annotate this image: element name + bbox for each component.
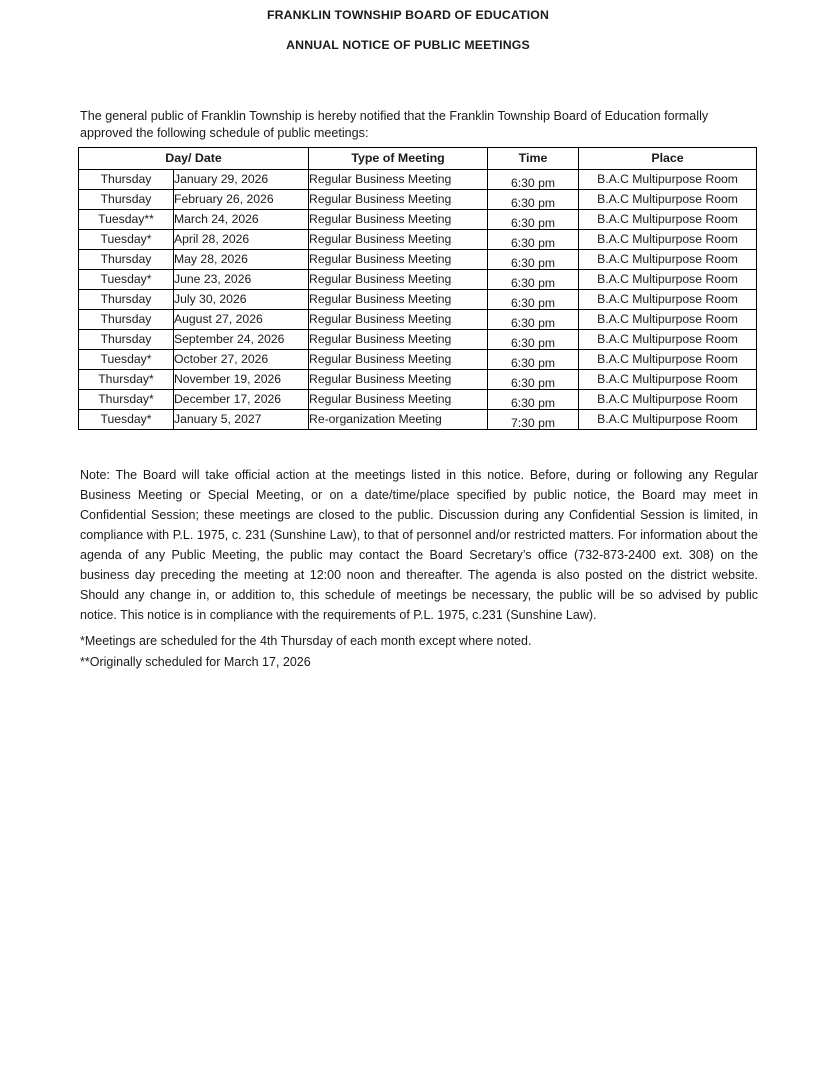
cell-date: February 26, 2026: [174, 190, 309, 210]
cell-day: Tuesday*: [79, 350, 174, 370]
cell-date: June 23, 2026: [174, 270, 309, 290]
cell-date: January 29, 2026: [174, 170, 309, 190]
cell-time: [488, 210, 579, 230]
cell-time-text: 6:30 pm: [510, 196, 556, 210]
cell-time: [488, 230, 579, 250]
column-header-time: Time: [488, 148, 579, 170]
cell-time: [488, 250, 579, 270]
cell-time-text: 6:30 pm: [510, 356, 556, 370]
footnote-double-asterisk: **Originally scheduled for March 17, 2026: [80, 654, 311, 669]
table-header-row: [79, 148, 757, 170]
cell-time: [488, 270, 579, 290]
cell-time-text: 6:30 pm: [510, 256, 556, 270]
meeting-schedule-table: [78, 147, 757, 430]
cell-time: [488, 170, 579, 190]
intro-paragraph: The general public of Franklin Township is hereby notified that the Franklin Township Board of Education formally approved the following schedule of public meetings:: [80, 108, 709, 141]
cell-time-text: 6:30 pm: [510, 176, 556, 190]
cell-place: B.A.C Multipurpose Room: [579, 190, 757, 210]
cell-time: [488, 410, 579, 430]
cell-time-text: 7:30 pm: [510, 416, 556, 430]
cell-time-text: 6:30 pm: [510, 296, 556, 310]
cell-date: April 28, 2026: [174, 230, 309, 250]
cell-time: [488, 290, 579, 310]
cell-day: Tuesday*: [79, 270, 174, 290]
cell-day: Thursday: [79, 310, 174, 330]
cell-type: Regular Business Meeting: [309, 370, 488, 390]
table-row: [79, 310, 757, 330]
cell-date: September 24, 2026: [174, 330, 309, 350]
cell-place: B.A.C Multipurpose Room: [579, 370, 757, 390]
cell-time: [488, 190, 579, 210]
cell-day: Tuesday**: [79, 210, 174, 230]
cell-place: B.A.C Multipurpose Room: [579, 170, 757, 190]
cell-date: August 27, 2026: [174, 310, 309, 330]
cell-time: [488, 390, 579, 410]
cell-type: Regular Business Meeting: [309, 390, 488, 410]
cell-place: B.A.C Multipurpose Room: [579, 310, 757, 330]
cell-type: Regular Business Meeting: [309, 230, 488, 250]
table-row: [79, 190, 757, 210]
cell-day: Thursday: [79, 170, 174, 190]
cell-time-text: 6:30 pm: [510, 396, 556, 410]
cell-time: [488, 310, 579, 330]
table-row: [79, 410, 757, 430]
cell-place: B.A.C Multipurpose Room: [579, 270, 757, 290]
cell-time: [488, 370, 579, 390]
cell-time-text: 6:30 pm: [510, 336, 556, 350]
cell-time-text: 6:30 pm: [510, 376, 556, 390]
cell-time-text: 6:30 pm: [510, 316, 556, 330]
cell-type: Regular Business Meeting: [309, 310, 488, 330]
cell-date: May 28, 2026: [174, 250, 309, 270]
table-row: [79, 170, 757, 190]
cell-type: Regular Business Meeting: [309, 330, 488, 350]
cell-date: March 24, 2026: [174, 210, 309, 230]
cell-day: Thursday*: [79, 390, 174, 410]
cell-place: B.A.C Multipurpose Room: [579, 390, 757, 410]
column-header-place: Place: [579, 148, 757, 170]
cell-time: [488, 350, 579, 370]
schedule-table-container: [78, 147, 756, 430]
cell-place: B.A.C Multipurpose Room: [579, 250, 757, 270]
cell-day: Tuesday*: [79, 230, 174, 250]
cell-day: Thursday*: [79, 370, 174, 390]
table-row: [79, 250, 757, 270]
table-row: [79, 230, 757, 250]
table-row: [79, 210, 757, 230]
cell-time-text: 6:30 pm: [510, 236, 556, 250]
table-row: [79, 370, 757, 390]
cell-type: Regular Business Meeting: [309, 270, 488, 290]
cell-place: B.A.C Multipurpose Room: [579, 230, 757, 250]
cell-date: November 19, 2026: [174, 370, 309, 390]
cell-day: Thursday: [79, 330, 174, 350]
cell-type: Regular Business Meeting: [309, 190, 488, 210]
cell-type: Regular Business Meeting: [309, 350, 488, 370]
table-row: [79, 290, 757, 310]
cell-time-text: 6:30 pm: [510, 276, 556, 290]
cell-type: Regular Business Meeting: [309, 250, 488, 270]
table-body: [79, 170, 757, 430]
page-subtitle: ANNUAL NOTICE OF PUBLIC MEETINGS: [286, 38, 530, 52]
cell-time: [488, 330, 579, 350]
cell-day: Tuesday*: [79, 410, 174, 430]
cell-place: B.A.C Multipurpose Room: [579, 350, 757, 370]
cell-type: Re-organization Meeting: [309, 410, 488, 430]
cell-type: Regular Business Meeting: [309, 210, 488, 230]
cell-date: January 5, 2027: [174, 410, 309, 430]
cell-place: B.A.C Multipurpose Room: [579, 330, 757, 350]
column-header-day-date: Day/ Date: [79, 148, 309, 170]
cell-date: October 27, 2026: [174, 350, 309, 370]
cell-date: December 17, 2026: [174, 390, 309, 410]
cell-day: Thursday: [79, 250, 174, 270]
cell-type: Regular Business Meeting: [309, 170, 488, 190]
cell-type: Regular Business Meeting: [309, 290, 488, 310]
cell-place: B.A.C Multipurpose Room: [579, 210, 757, 230]
column-header-type: Type of Meeting: [309, 148, 488, 170]
table-header: [79, 148, 757, 170]
table-row: [79, 350, 757, 370]
table-row: [79, 330, 757, 350]
cell-day: Thursday: [79, 290, 174, 310]
page-title: FRANKLIN TOWNSHIP BOARD OF EDUCATION: [266, 8, 550, 22]
cell-day: Thursday: [79, 190, 174, 210]
table-row: [79, 390, 757, 410]
footnotes: [80, 631, 758, 672]
cell-place: B.A.C Multipurpose Room: [579, 410, 757, 430]
table-row: [79, 270, 757, 290]
cell-time-text: 6:30 pm: [510, 216, 556, 230]
footnote-single-asterisk: *Meetings are scheduled for the 4th Thursday of each month except where noted.: [80, 634, 532, 648]
cell-date: July 30, 2026: [174, 290, 309, 310]
cell-place: B.A.C Multipurpose Room: [579, 290, 757, 310]
note-paragraph: Note: The Board will take official action at the meetings listed in this notice. Before, during or following any Regular Business Meeting or Special Meeting, or on a date/time/place specified by public notice, the Board may meet in Confidential Session; these meetings are closed to the public. Discussion during any Confidential Session is limited, in compliance with P.L. 1975, c. 231 (Sunshine Law), to that of personnel and/or restricted matters. For information about the agenda of any Public Meeting, the public may contact the Board Secretary’s office (732-873-2400 ext. 308) on the business day preceding the meeting at 12:00 noon and thereafter. The agenda is also posted on the district website. Should any change in, or addition to, this schedule of meetings be necessary, the public will be so advised by public notice. This notice is in compliance with the requirements of P.L. 1975, c.231 (Sunshine Law).: [80, 467, 758, 622]
